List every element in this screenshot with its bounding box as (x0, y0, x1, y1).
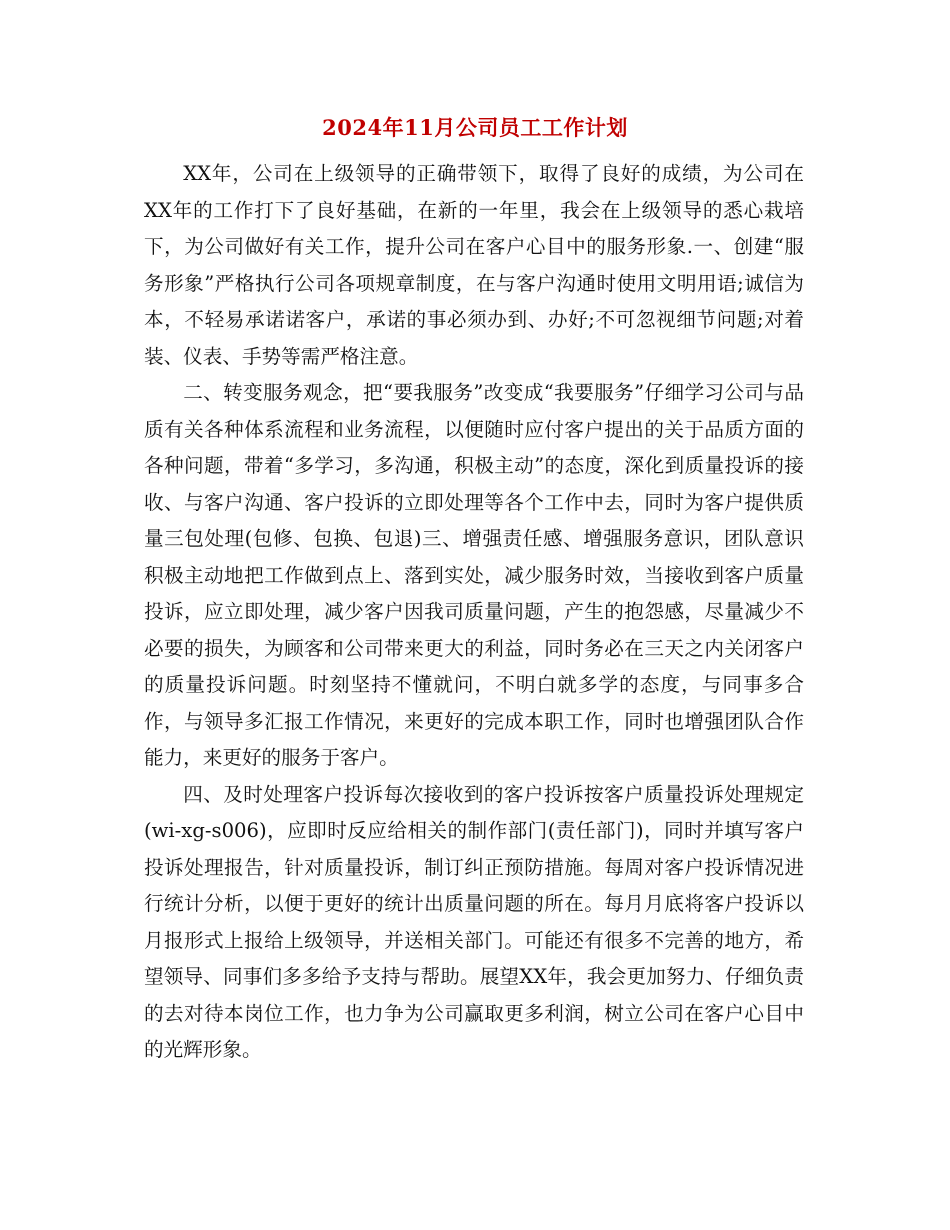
document-title: 2024年11月公司员工工作计划 (322, 115, 628, 140)
paragraph-service-concept: 二、转变服务观念，把“要我服务”改变成“我要服务”仔细学习公司与品质有关各种体系流程和业务流程，以便随时应付客户提出的关于品质方面的各种问题，带着“多学习，多沟通，积极主动”的态度，深化到质量投诉的接收、与客户沟通、客户投诉的立即处理等各个工作中去，同时为客户提供质量三包处理(包修、包换、包退)三、增强责任感、增强服务意识，团队意识积极主动地把工作做到点上、落到实处，减少服务时效，当接收到客户质量投诉，应立即处理，减少客户因我司质量问题，产生的抱怨感，尽量减少不必要的损失，为顾客和公司带来更大的利益，同时务必在三天之内关闭客户的质量投诉问题。时刻坚持不懂就问，不明白就多学的态度，与同事多合作，与领导多汇报工作情况，来更好的完成本职工作，同时也增强团队合作能力，来更好的服务于客户。 (144, 381, 804, 769)
document-body (144, 156, 804, 1069)
paragraph-complaint-handling: 四、及时处理客户投诉每次接收到的客户投诉按客户质量投诉处理规定(wi-xg-s006)，应即时反应给相关的制作部门(责任部门)，同时并填写客户投诉处理报告，针对质量投诉，制订纠正预防措施。每周对客户投诉情况进行统计分析，以便于更好的统计出质量问题的所在。每月月底将客户投诉以月报形式上报给上级领导，并送相关部门。可能还有很多不完善的地方，希望领导、同事们多多给予支持与帮助。展望XX年，我会更加努力、仔细负责的去对待本岗位工作，也力争为公司赢取更多利润，树立公司在客户心目中的光辉形象。 (144, 782, 804, 1061)
paragraph-intro: XX年，公司在上级领导的正确带领下，取得了良好的成绩，为公司在XX年的工作打下了良好基础，在新的一年里，我会在上级领导的悉心栽培下，为公司做好有关工作，提升公司在客户心目中的服务形象.一、创建“服务形象”严格执行公司各项规章制度，在与客户沟通时使用文明用语;诚信为本，不轻易承诺诺客户，承诺的事必须办到、办好;不可忽视细节问题;对着装、仪表、手势等需严格注意。 (144, 162, 804, 368)
